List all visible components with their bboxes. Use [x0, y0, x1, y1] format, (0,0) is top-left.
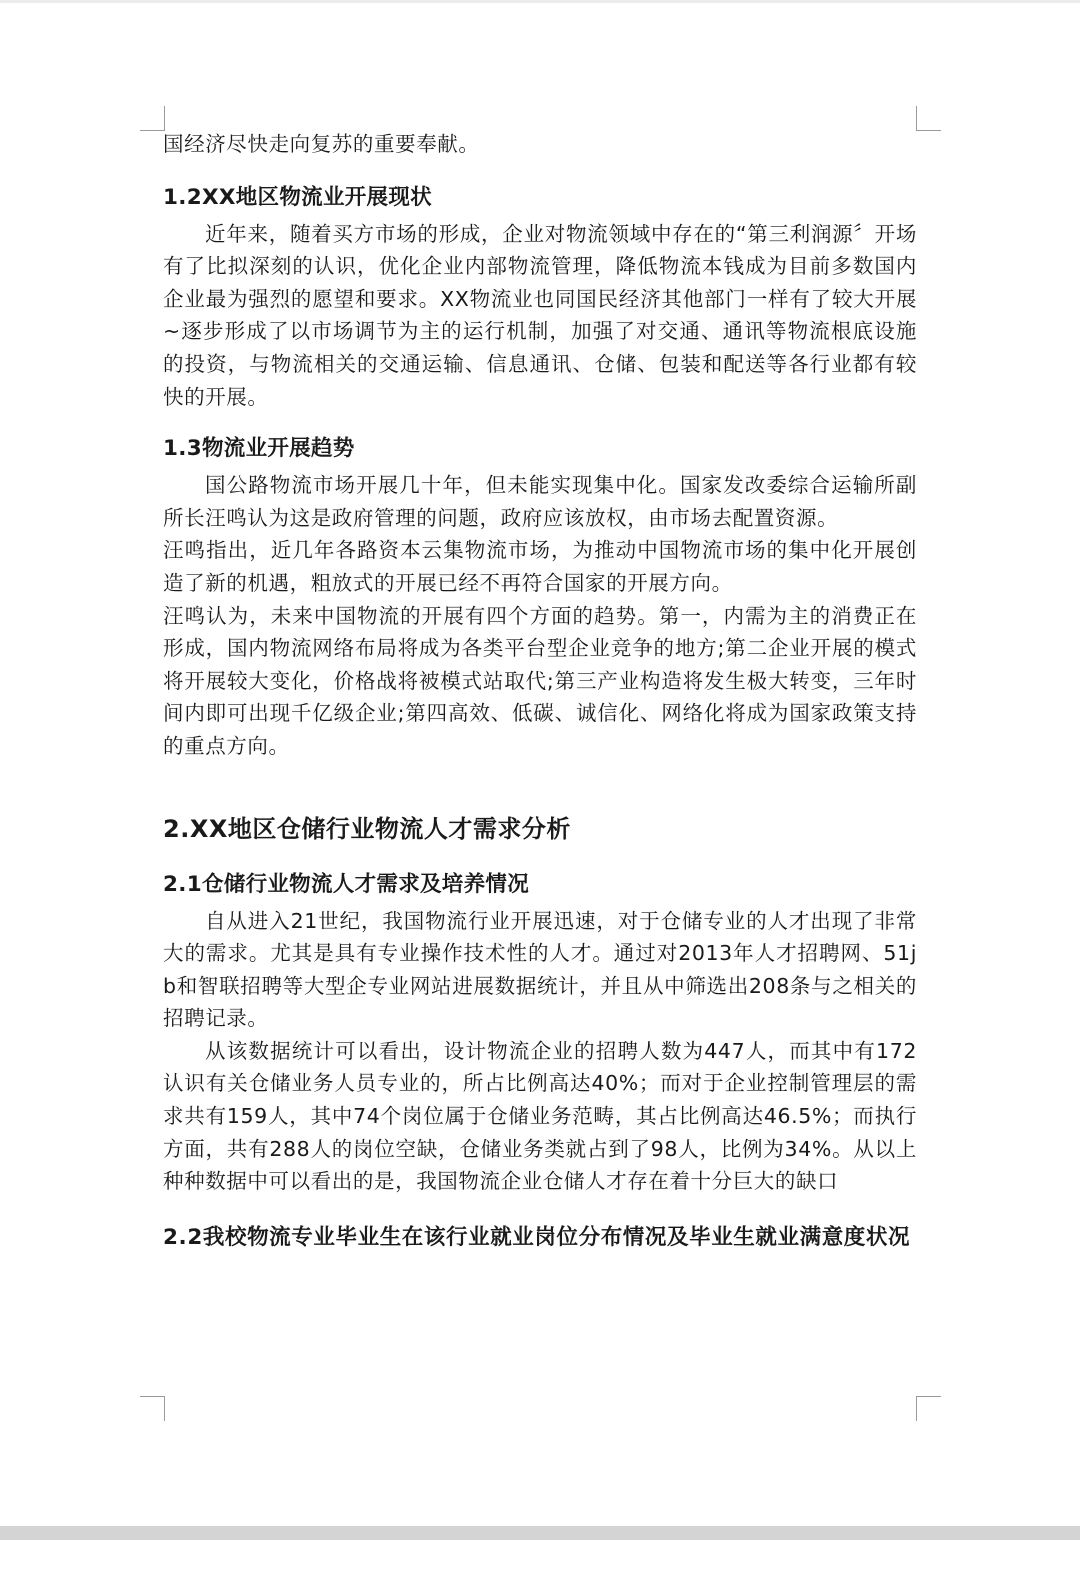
heading-section-2-1: 2.1仓储行业物流人才需求及培养情况 [163, 871, 529, 897]
crop-mark-top-right [916, 106, 941, 131]
paragraph-section-1-3-a: 国公路物流市场开展几十年，但未能实现集中化。国家发改委综合运输所副所长汪鸣认为这是政府管理的问题，政府应该放权，由市场去配置资源。 [163, 473, 917, 530]
paragraph-section-1-2: 近年来，随着买方市场的形成，企业对物流领域中存在的“第三利润源〞开场有了比拟深刻的认识，优化企业内部物流管理，降低物流本钱成为目前多数国内企业最为强烈的愿望和要求。XX物流业也同国民经济其他部门一样有了较大开展~逐步形成了以市场调节为主的运行机制，加强了对交通、通讯等物流根底设施的投资，与物流相关的交通运输、信息通讯、仓储、包装和配送等各行业都有较快的开展。 [163, 221, 917, 409]
top-edge-line [0, 0, 1080, 3]
document-page [163, 128, 917, 1258]
paragraph-section-2-1-a: 自从进入21世纪，我国物流行业开展迅速，对于仓储专业的人才出现了非常大的需求。尤其是具有专业操作技术性的人才。通过对2013年人才招聘网、51jb和智联招聘等大型企专业网站进展数据统计，并且从中筛选出208条与之相关的招聘记录。 [163, 908, 917, 1031]
crop-mark-bottom-left [140, 1396, 165, 1421]
paragraph-section-1-3-c: 汪鸣认为，未来中国物流的开展有四个方面的趋势。第一，内需为主的消费正在形成，国内物流网络布局将成为各类平台型企业竞争的地方;第二企业开展的模式将开展较大变化，价格战将被模式站取代;第三产业构造将发生极大转变，三年时间内即可出现千亿级企业;第四高效、低碳、诚信化、网络化将成为国家政策支持的重点方向。 [163, 603, 917, 758]
bottom-scroll-bar [0, 1526, 1080, 1540]
heading-section-1-2: 1.2XX地区物流业开展现状 [163, 184, 432, 210]
paragraph-carry-over: 国经济尽快走向复苏的重要奉献。 [163, 132, 480, 156]
paragraph-section-1-3-b: 汪鸣指出，近几年各路资本云集物流市场，为推动中国物流市场的集中化开展创造了新的机遇，粗放式的开展已经不再符合国家的开展方向。 [163, 538, 917, 595]
crop-mark-top-left [140, 106, 165, 131]
paragraph-section-2-1-b: 从该数据统计可以看出，设计物流企业的招聘人数为447人，而其中有172认识有关仓储业务人员专业的，所占比例高达40%；而对于企业控制管理层的需求共有159人，其中74个岗位属于仓储业务范畴，其占比例高达46.5%；而执行方面，共有288人的岗位空缺，仓储业务类就占到了98人，比例为34%。从以上种种数据中可以看出的是，我国物流企业仓储人才存在着十分巨大的缺口 [163, 1038, 917, 1194]
heading-section-1-3: 1.3物流业开展趋势 [163, 436, 355, 462]
crop-mark-bottom-right [916, 1396, 941, 1421]
heading-section-2: 2.XX地区仓储行业物流人才需求分析 [163, 814, 571, 843]
heading-section-2-2: 2.2我校物流专业毕业生在该行业就业岗位分布情况及毕业生就业满意度状况 [163, 1224, 911, 1250]
